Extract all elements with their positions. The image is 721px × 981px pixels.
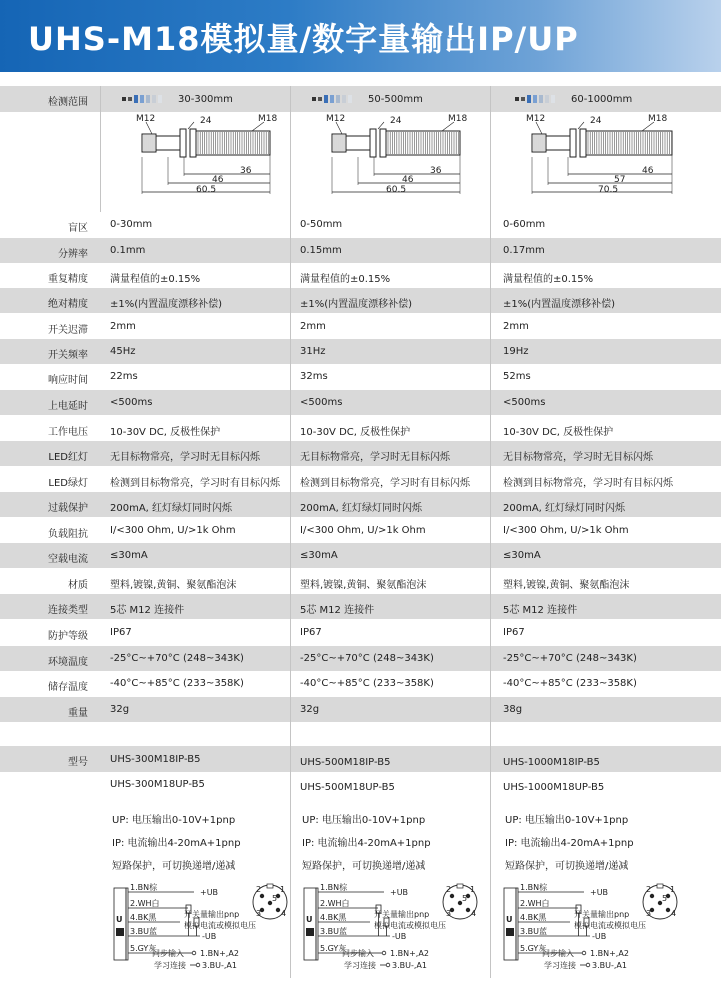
pin-number: 1 <box>280 885 286 894</box>
label-24: 24 <box>200 116 212 126</box>
spec-value: 5芯 M12 连接件 <box>300 604 375 616</box>
wire-label: 1.BN棕 <box>130 883 158 892</box>
dim-1: 36 <box>430 166 442 176</box>
wiring-diagram <box>300 878 486 974</box>
label-m18: M18 <box>448 114 468 124</box>
spec-value: 2mm <box>300 320 326 332</box>
spec-value: <500ms <box>503 396 546 408</box>
note-ip: IP: 电流输出4-20mA+1pnp <box>505 838 634 849</box>
note-up: UP: 电压输出0-10V+1pnp <box>112 815 236 826</box>
spec-label: 负载阻抗 <box>48 528 88 540</box>
spec-value: I/<300 Ohm, U/>1k Ohm <box>503 524 629 536</box>
wire-label: 1.BN棕 <box>520 883 548 892</box>
dim-3: 60.5 <box>386 185 407 195</box>
spec-row <box>0 697 721 722</box>
spec-row <box>0 467 721 492</box>
spec-label: 分辨率 <box>58 248 88 260</box>
spec-label: 盲区 <box>68 222 88 234</box>
pin-number: 4 <box>671 909 677 918</box>
note-ip: IP: 电流输出4-20mA+1pnp <box>302 838 431 849</box>
spec-value: 30-300mm <box>178 94 233 105</box>
sensor-range-icon <box>310 94 354 104</box>
spec-row <box>0 518 721 543</box>
spec-value: 塑料,镀镍,黄铜、聚氨酯泡沫 <box>503 579 630 591</box>
pin-number: 5 <box>462 894 468 903</box>
spec-value: -40°C~+85°C (233~358K) <box>110 677 244 689</box>
label-m12: M12 <box>526 114 546 124</box>
label-m18: M18 <box>258 114 278 124</box>
a2-label: 1.BN+,A2 <box>200 949 239 958</box>
spec-value: 满量程值的±0.15% <box>110 273 201 285</box>
a1-label: 3.BU-,A1 <box>202 961 237 970</box>
plus-ub-label: +UB <box>200 888 219 897</box>
dim-3: 70.5 <box>598 185 619 195</box>
spec-value: 2mm <box>503 320 529 332</box>
pin-number: 3 <box>646 909 652 918</box>
spec-value: 满量程值的±0.15% <box>503 273 594 285</box>
spec-label: 检测范围 <box>48 97 88 108</box>
model-ip: UHS-500M18IP-B5 <box>300 757 391 768</box>
plus-ub-label: +UB <box>590 888 609 897</box>
spec-value: 31Hz <box>300 345 326 357</box>
spec-value: I/<300 Ohm, U/>1k Ohm <box>300 524 426 536</box>
spec-row <box>0 263 721 288</box>
sync-input-label: 同步输入 <box>342 949 374 958</box>
analog-output-label: 模拟电流或模拟电压 <box>574 921 646 930</box>
wire-label: 4.BK黑 <box>320 913 347 922</box>
spec-row <box>0 364 721 389</box>
spec-row <box>0 288 721 313</box>
label-m12: M12 <box>326 114 346 124</box>
wire-label: 5.GY灰 <box>520 944 547 953</box>
sync-input-label: 同步输入 <box>542 949 574 958</box>
wire-label: 3.BU蓝 <box>320 927 347 936</box>
spec-value: IP67 <box>110 626 132 638</box>
model-ip: UHS-300M18IP-B5 <box>110 754 201 765</box>
spec-label: 开关频率 <box>48 349 88 361</box>
spec-value: 60-1000mm <box>571 94 633 105</box>
pin-number: 2 <box>446 885 452 894</box>
wiring-diagram <box>110 878 296 974</box>
spec-value: ≤30mA <box>300 549 338 561</box>
learn-connect-label: 学习连接 <box>154 961 186 970</box>
dim-2: 57 <box>614 175 626 185</box>
spec-label: LED红灯 <box>48 451 88 463</box>
dimension-drawing <box>512 112 692 206</box>
spec-value: 检测到目标物常亮，学习时有目标闪烁 <box>503 477 673 489</box>
spec-value: -25°C~+70°C (248~343K) <box>110 652 244 664</box>
pin-number: 3 <box>256 909 262 918</box>
wire-label: 2.WH白 <box>320 899 350 908</box>
spec-value: 0.1mm <box>110 244 146 256</box>
sensor-range-icon <box>513 94 557 104</box>
note-ip: IP: 电流输出4-20mA+1pnp <box>112 838 241 849</box>
pin-number: 1 <box>670 885 676 894</box>
spec-value: IP67 <box>503 626 525 638</box>
minus-ub-label: -UB <box>392 932 407 941</box>
analog-output-label: 模拟电流或模拟电压 <box>184 921 256 930</box>
spec-value: 塑料,镀镍,黄铜、聚氨酯泡沫 <box>110 579 237 591</box>
spec-value: ≤30mA <box>503 549 541 561</box>
spec-value: 0.15mm <box>300 244 342 256</box>
plus-ub-label: +UB <box>390 888 409 897</box>
column-divider <box>290 86 291 978</box>
spec-value: 0-50mm <box>300 218 343 230</box>
spec-value: ≤30mA <box>110 549 148 561</box>
spec-value: I/<300 Ohm, U/>1k Ohm <box>110 524 236 536</box>
spec-value: 2mm <box>110 320 136 332</box>
spec-value: 45Hz <box>110 345 136 357</box>
spec-value: -40°C~+85°C (233~358K) <box>503 677 637 689</box>
spec-label: LED绿灯 <box>48 477 88 489</box>
spec-value: 5芯 M12 连接件 <box>503 604 578 616</box>
a1-label: 3.BU-,A1 <box>592 961 627 970</box>
spec-value: 200mA, 红灯绿灯同时闪烁 <box>503 502 626 514</box>
spec-row <box>0 492 721 517</box>
spec-value: 200mA, 红灯绿灯同时闪烁 <box>110 502 233 514</box>
pin-number: 4 <box>281 909 287 918</box>
spec-row <box>0 416 721 441</box>
dim-2: 46 <box>402 175 414 185</box>
a2-label: 1.BN+,A2 <box>590 949 629 958</box>
pin-number: 2 <box>646 885 652 894</box>
spec-row <box>0 569 721 594</box>
switch-output-label: 开关量输出pnp <box>574 910 630 919</box>
dimension-drawing <box>312 112 492 206</box>
pin-number: 5 <box>272 894 278 903</box>
spec-value: 32g <box>110 703 130 715</box>
a1-label: 3.BU-,A1 <box>392 961 427 970</box>
wire-label: 5.GY灰 <box>130 944 157 953</box>
switch-output-label: 开关量输出pnp <box>374 910 430 919</box>
spec-label: 材质 <box>68 579 88 591</box>
learn-connect-label: 学习连接 <box>344 961 376 970</box>
spec-value: 50-500mm <box>368 94 423 105</box>
label-24: 24 <box>390 116 402 126</box>
spec-value: 10-30V DC, 反极性保护 <box>503 426 614 438</box>
spec-value: 0.17mm <box>503 244 545 256</box>
note-up: UP: 电压输出0-10V+1pnp <box>505 815 629 826</box>
spec-value: 52ms <box>503 370 531 382</box>
pin-number: 5 <box>662 894 668 903</box>
wiring-diagram <box>500 878 686 974</box>
note-up: UP: 电压输出0-10V+1pnp <box>302 815 426 826</box>
spec-label: 重量 <box>68 707 88 719</box>
note-short: 短路保护，可切换递增/递减 <box>112 861 236 872</box>
spec-value: 5芯 M12 连接件 <box>110 604 185 616</box>
label-24: 24 <box>590 116 602 126</box>
spec-row <box>0 339 721 364</box>
spec-value: 22ms <box>110 370 138 382</box>
spec-label: 响应时间 <box>48 374 88 386</box>
spec-row <box>0 646 721 671</box>
wire-label: 2.WH白 <box>520 899 550 908</box>
spec-row <box>0 543 721 568</box>
dimension-drawing <box>122 112 302 206</box>
spec-value: ±1%(内置温度漂移补偿) <box>300 298 413 310</box>
spec-row <box>0 441 721 466</box>
spec-value: -25°C~+70°C (248~343K) <box>503 652 637 664</box>
model-up: UHS-500M18UP-B5 <box>300 782 395 793</box>
dim-1: 36 <box>240 166 252 176</box>
spec-label: 空载电流 <box>48 553 88 565</box>
switch-output-label: 开关量输出pnp <box>184 910 240 919</box>
pin-number: 1 <box>470 885 476 894</box>
wire-label: 5.GY灰 <box>320 944 347 953</box>
spec-value: 10-30V DC, 反极性保护 <box>300 426 411 438</box>
spec-value: 32ms <box>300 370 328 382</box>
label-m18: M18 <box>648 114 668 124</box>
a2-label: 1.BN+,A2 <box>390 949 429 958</box>
wire-label: 2.WH白 <box>130 899 160 908</box>
header-banner <box>0 0 721 72</box>
minus-ub-label: -UB <box>592 932 607 941</box>
spec-row <box>0 314 721 339</box>
spec-label: 工作电压 <box>48 426 88 438</box>
spec-value: 塑料,镀镍,黄铜、聚氨酯泡沫 <box>300 579 427 591</box>
spec-label: 绝对精度 <box>48 298 88 310</box>
wire-label: 4.BK黑 <box>520 913 547 922</box>
spec-value: 0-60mm <box>503 218 546 230</box>
dim-1: 46 <box>642 166 654 176</box>
pin-number: 4 <box>471 909 477 918</box>
model-label: 型号 <box>68 757 88 768</box>
spec-value: ±1%(内置温度漂移补偿) <box>503 298 616 310</box>
spec-row <box>0 620 721 645</box>
spec-value: 200mA, 红灯绿灯同时闪烁 <box>300 502 423 514</box>
spec-value: ±1%(内置温度漂移补偿) <box>110 298 223 310</box>
sensor-u-label: U <box>506 915 513 924</box>
spec-row <box>0 212 721 237</box>
spec-label: 防护等级 <box>48 630 88 642</box>
spec-row <box>0 671 721 696</box>
learn-connect-label: 学习连接 <box>544 961 576 970</box>
note-short: 短路保护，可切换递增/递减 <box>302 861 426 872</box>
spec-value: IP67 <box>300 626 322 638</box>
sensor-u-label: U <box>116 915 123 924</box>
spec-value: -40°C~+85°C (233~358K) <box>300 677 434 689</box>
dim-2: 46 <box>212 175 224 185</box>
spec-value: 38g <box>503 703 523 715</box>
column-divider <box>100 86 101 212</box>
spec-row <box>0 594 721 619</box>
note-short: 短路保护，可切换递增/递减 <box>505 861 629 872</box>
spec-value: 检测到目标物常亮，学习时有目标闪烁 <box>110 477 280 489</box>
spec-label: 上电延时 <box>48 400 88 412</box>
spec-value: 检测到目标物常亮，学习时有目标闪烁 <box>300 477 470 489</box>
page-title: UHS-M18模拟量/数字量输出IP/UP <box>28 20 579 58</box>
spec-value: 0-30mm <box>110 218 153 230</box>
label-m12: M12 <box>136 114 156 124</box>
spec-label: 过载保护 <box>48 502 88 514</box>
spec-value: 无目标物常亮，学习时无目标闪烁 <box>503 451 653 463</box>
spec-row <box>0 86 721 112</box>
minus-ub-label: -UB <box>202 932 217 941</box>
pin-number: 3 <box>446 909 452 918</box>
spec-row <box>0 238 721 263</box>
spec-value: 无目标物常亮，学习时无目标闪烁 <box>300 451 450 463</box>
spec-value: 满量程值的±0.15% <box>300 273 391 285</box>
wire-label: 4.BK黑 <box>130 913 157 922</box>
spec-value: 32g <box>300 703 320 715</box>
spec-label: 连接类型 <box>48 604 88 616</box>
column-divider <box>490 86 491 978</box>
model-up: UHS-300M18UP-B5 <box>110 779 205 790</box>
spec-value: <500ms <box>110 396 153 408</box>
spec-value: 无目标物常亮，学习时无目标闪烁 <box>110 451 260 463</box>
wire-label: 3.BU蓝 <box>520 927 547 936</box>
pin-number: 2 <box>256 885 262 894</box>
spec-label: 储存温度 <box>48 681 88 693</box>
sensor-u-label: U <box>306 915 313 924</box>
spec-row <box>0 390 721 415</box>
model-ip: UHS-1000M18IP-B5 <box>503 757 600 768</box>
wire-label: 1.BN棕 <box>320 883 348 892</box>
wire-label: 3.BU蓝 <box>130 927 157 936</box>
sensor-range-icon <box>120 94 164 104</box>
spec-label: 重复精度 <box>48 273 88 285</box>
analog-output-label: 模拟电流或模拟电压 <box>374 921 446 930</box>
spec-value: 10-30V DC, 反极性保护 <box>110 426 221 438</box>
spec-value: 19Hz <box>503 345 529 357</box>
spec-label: 环境温度 <box>48 656 88 668</box>
spec-value: <500ms <box>300 396 343 408</box>
spec-value: -25°C~+70°C (248~343K) <box>300 652 434 664</box>
model-up: UHS-1000M18UP-B5 <box>503 782 605 793</box>
spec-label: 开关迟滞 <box>48 324 88 336</box>
sync-input-label: 同步输入 <box>152 949 184 958</box>
dim-3: 60.5 <box>196 185 217 195</box>
